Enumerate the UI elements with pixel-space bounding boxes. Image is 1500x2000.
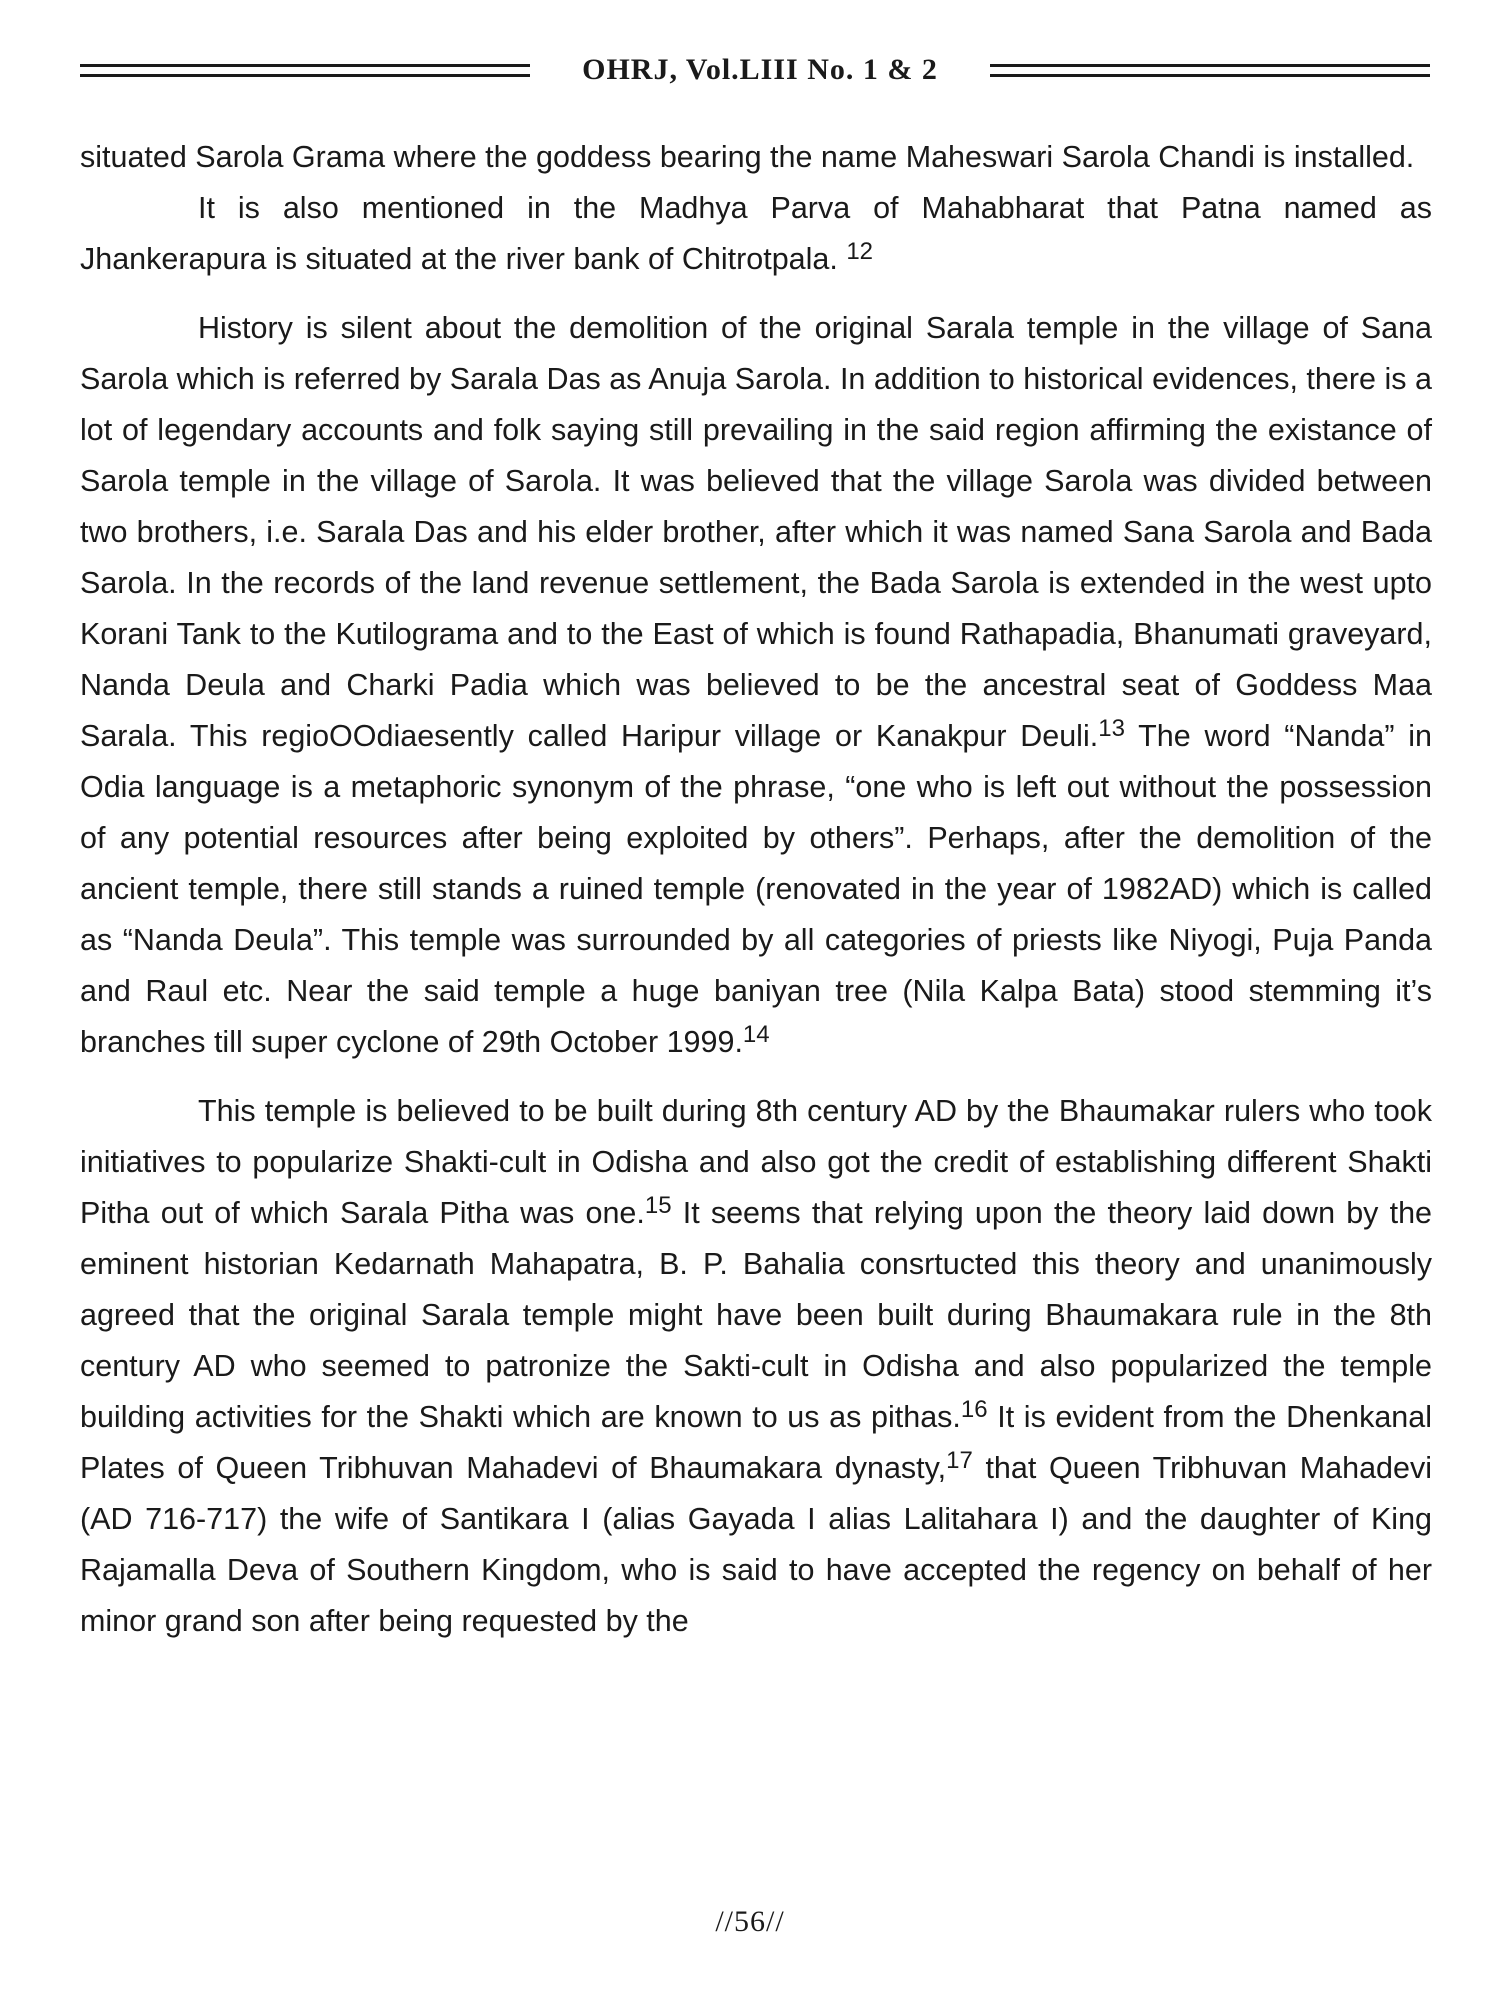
journal-title: OHRJ, Vol.LIII No. 1 & 2 — [582, 53, 938, 86]
paragraph-4-text-b: It seems that relying upon the theory laid down by the eminent historian Kedarnath Mahapatra, B. P. Bahalia consrtucted this theory and unanimously agreed that the original Sarala temple might have been built during Bhaumakara rule in the 8th century AD who seemed to patronize the Sakti-cult in Odisha and also popularized the temple building activities for the Shakti which are known to us as pithas. — [80, 1196, 1432, 1434]
header-rule-right — [990, 64, 1430, 78]
paragraph-2 — [80, 183, 1432, 285]
header-rule-left — [80, 64, 530, 78]
paragraph-4-text-d: that Queen Tribhuvan Mahadevi (AD 716-717) the wife of Santikara I (alias Gayada I alias Lalitahara I) and the daughter of King Rajamalla Deva of Southern Kingdom, who is said to have accepted the regency on behalf of her minor grand son after being requested by the — [80, 1451, 1432, 1638]
footnote-ref-13: 13 — [1098, 715, 1125, 742]
footnote-ref-17: 17 — [946, 1447, 973, 1474]
paragraph-4 — [80, 1086, 1432, 1647]
paragraph-3-text-b: The word “Nanda” in Odia language is a metaphoric synonym of the phrase, “one who is left out without the possession of any potential resources after being exploited by others”. Perhaps, after the demolition of the ancient temple, there still stands a ruined temple (renovated in the year of 1982AD) which is called as “Nanda Deula”. This temple was surrounded by all categories of priests like Niyogi, Puja Panda and Raul etc. Near the said temple a huge baniyan tree (Nila Kalpa Bata) stood stemming it’s branches till super cyclone of 29th October 1999. — [80, 719, 1432, 1059]
footnote-ref-12: 12 — [846, 238, 874, 265]
page-number: //56// — [715, 1905, 785, 1938]
paragraph-1-text: situated Sarola Grama where the goddess bearing the name Maheswari Sarola Chandi is installed. — [80, 140, 1415, 174]
footnote-ref-14: 14 — [742, 1021, 770, 1048]
paragraph-4-text-c: It is evident from the Dhenkanal Plates of Queen Tribhuvan Mahadevi of Bhaumakara dynasty, — [80, 1400, 1432, 1485]
footnote-ref-15: 15 — [644, 1192, 672, 1219]
paragraph-4-text-a: This temple is believed to be built during 8th century AD by the Bhaumakar rulers who took initiatives to popularize Shakti-cult in Odisha and also got the credit of establishing different Shakti Pitha out of which Sarala Pitha was one. — [80, 1094, 1432, 1230]
paragraph-3 — [80, 303, 1432, 1068]
running-header — [80, 50, 1430, 94]
paragraph-1 — [80, 132, 1432, 183]
footnote-ref-16: 16 — [960, 1396, 988, 1423]
paragraph-2-text: It is also mentioned in the Madhya Parva of Mahabharat that Patna named as Jhankerapura is situated at the river bank of Chitrotpala. — [80, 191, 1432, 276]
body-text — [80, 132, 1432, 1647]
paragraph-3-text-a: History is silent about the demolition of the original Sarala temple in the village of Sana Sarola which is referred by Sarala Das as Anuja Sarola. In addition to historical evidences, there is a lot of legendary accounts and folk saying still prevailing in the said region affirming the existance of Sarola temple in the village of Sarola. It was believed that the village Sarola was divided between two brothers, i.e. Sarala Das and his elder brother, after which it was named Sana Sarola and Bada Sarola. In the records of the land revenue settlement, the Bada Sarola is extended in the west upto Korani Tank to the Kutilograma and to the East of which is found Rathapadia, Bhanumati graveyard, Nanda Deula and Charki Padia which was believed to be the ancestral seat of Goddess Maa Sarala. This regioOOdiaesently called Haripur village or Kanakpur Deuli. — [80, 311, 1432, 753]
